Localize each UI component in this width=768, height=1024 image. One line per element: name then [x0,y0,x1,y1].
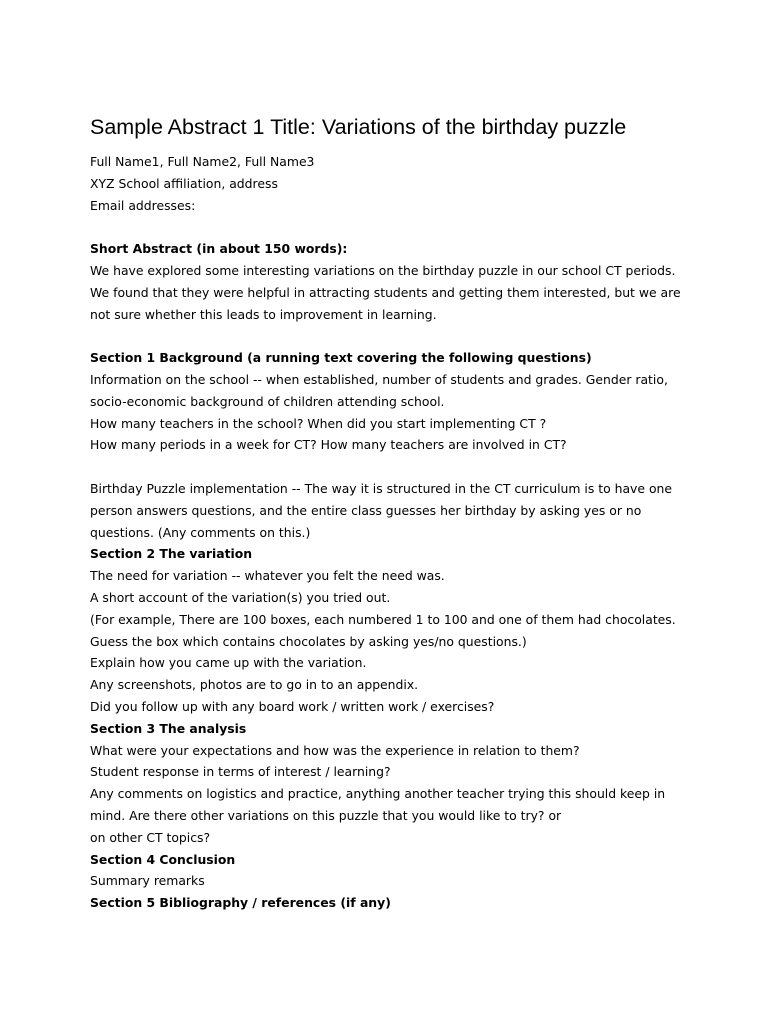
section-heading: Short Abstract (in about 150 words): [90,241,348,257]
body-text-line: socio-economic background of children attending school. [90,393,445,409]
body-text-line: (For example, There are 100 boxes, each numbered 1 to 100 and one of them had chocolates. [90,611,676,627]
body-text-line: on other CT topics? [90,829,211,845]
body-text-line: A short account of the variation(s) you tried out. [90,589,391,605]
document-body [90,151,710,914]
body-text-line: Full Name1, Full Name2, Full Name3 [90,154,315,169]
blank-line [90,456,710,478]
body-text-line: questions. (Any comments on this.) [90,524,311,540]
body-text-line: What were your expectations and how was the experience in relation to them? [90,742,580,758]
body-text-line: Email addresses: [90,197,196,213]
body-text-line: mind. Are there other variations on this puzzle that you would like to try? or [90,807,562,823]
body-text-line: not sure whether this leads to improvement in learning. [90,306,437,322]
body-text-line: How many periods in a week for CT? How many teachers are involved in CT? [90,437,567,453]
section-heading: Section 4 Conclusion [90,851,236,867]
body-text-line: Any screenshots, photos are to go in to an appendix. [90,677,419,693]
blank-line [90,325,710,347]
body-text-line: Did you follow up with any board work / written work / exercises? [90,698,495,714]
body-text-line: Birthday Puzzle implementation -- The way it is structured in the CT curriculum is to have one [90,480,673,496]
body-text-line: We found that they were helpful in attracting students and getting them interested, but we are [90,284,681,300]
body-text-line: Information on the school -- when established, number of students and grades. Gender ratio, [90,371,668,387]
body-text-line: person answers questions, and the entire class guesses her birthday by asking yes or no [90,502,642,518]
body-text-line: XYZ School affiliation, address [90,175,278,191]
body-text-line: We have explored some interesting variations on the birthday puzzle in our school CT periods. [90,262,676,278]
body-text-line: Any comments on logistics and practice, anything another teacher trying this should keep in [90,786,666,802]
section-heading: Section 2 The variation [90,546,253,562]
body-text-line: Explain how you came up with the variation. [90,655,367,671]
document-title: Sample Abstract 1 Title: Variations of the birthday puzzle [90,115,627,139]
blank-line [90,216,710,238]
body-text-line: Student response in terms of interest / learning? [90,764,391,780]
body-text-line: How many teachers in the school? When did you start implementing CT ? [90,415,547,431]
document-page [90,112,710,914]
section-heading: Section 1 Background (a running text covering the following questions) [90,350,592,366]
body-text-line: Guess the box which contains chocolates by asking yes/no questions.) [90,633,527,649]
section-heading: Section 3 The analysis [90,720,247,736]
body-text-line: The need for variation -- whatever you felt the need was. [90,568,445,584]
body-text-line: Summary remarks [90,873,205,889]
section-heading: Section 5 Bibliography / references (if any) [90,895,391,911]
